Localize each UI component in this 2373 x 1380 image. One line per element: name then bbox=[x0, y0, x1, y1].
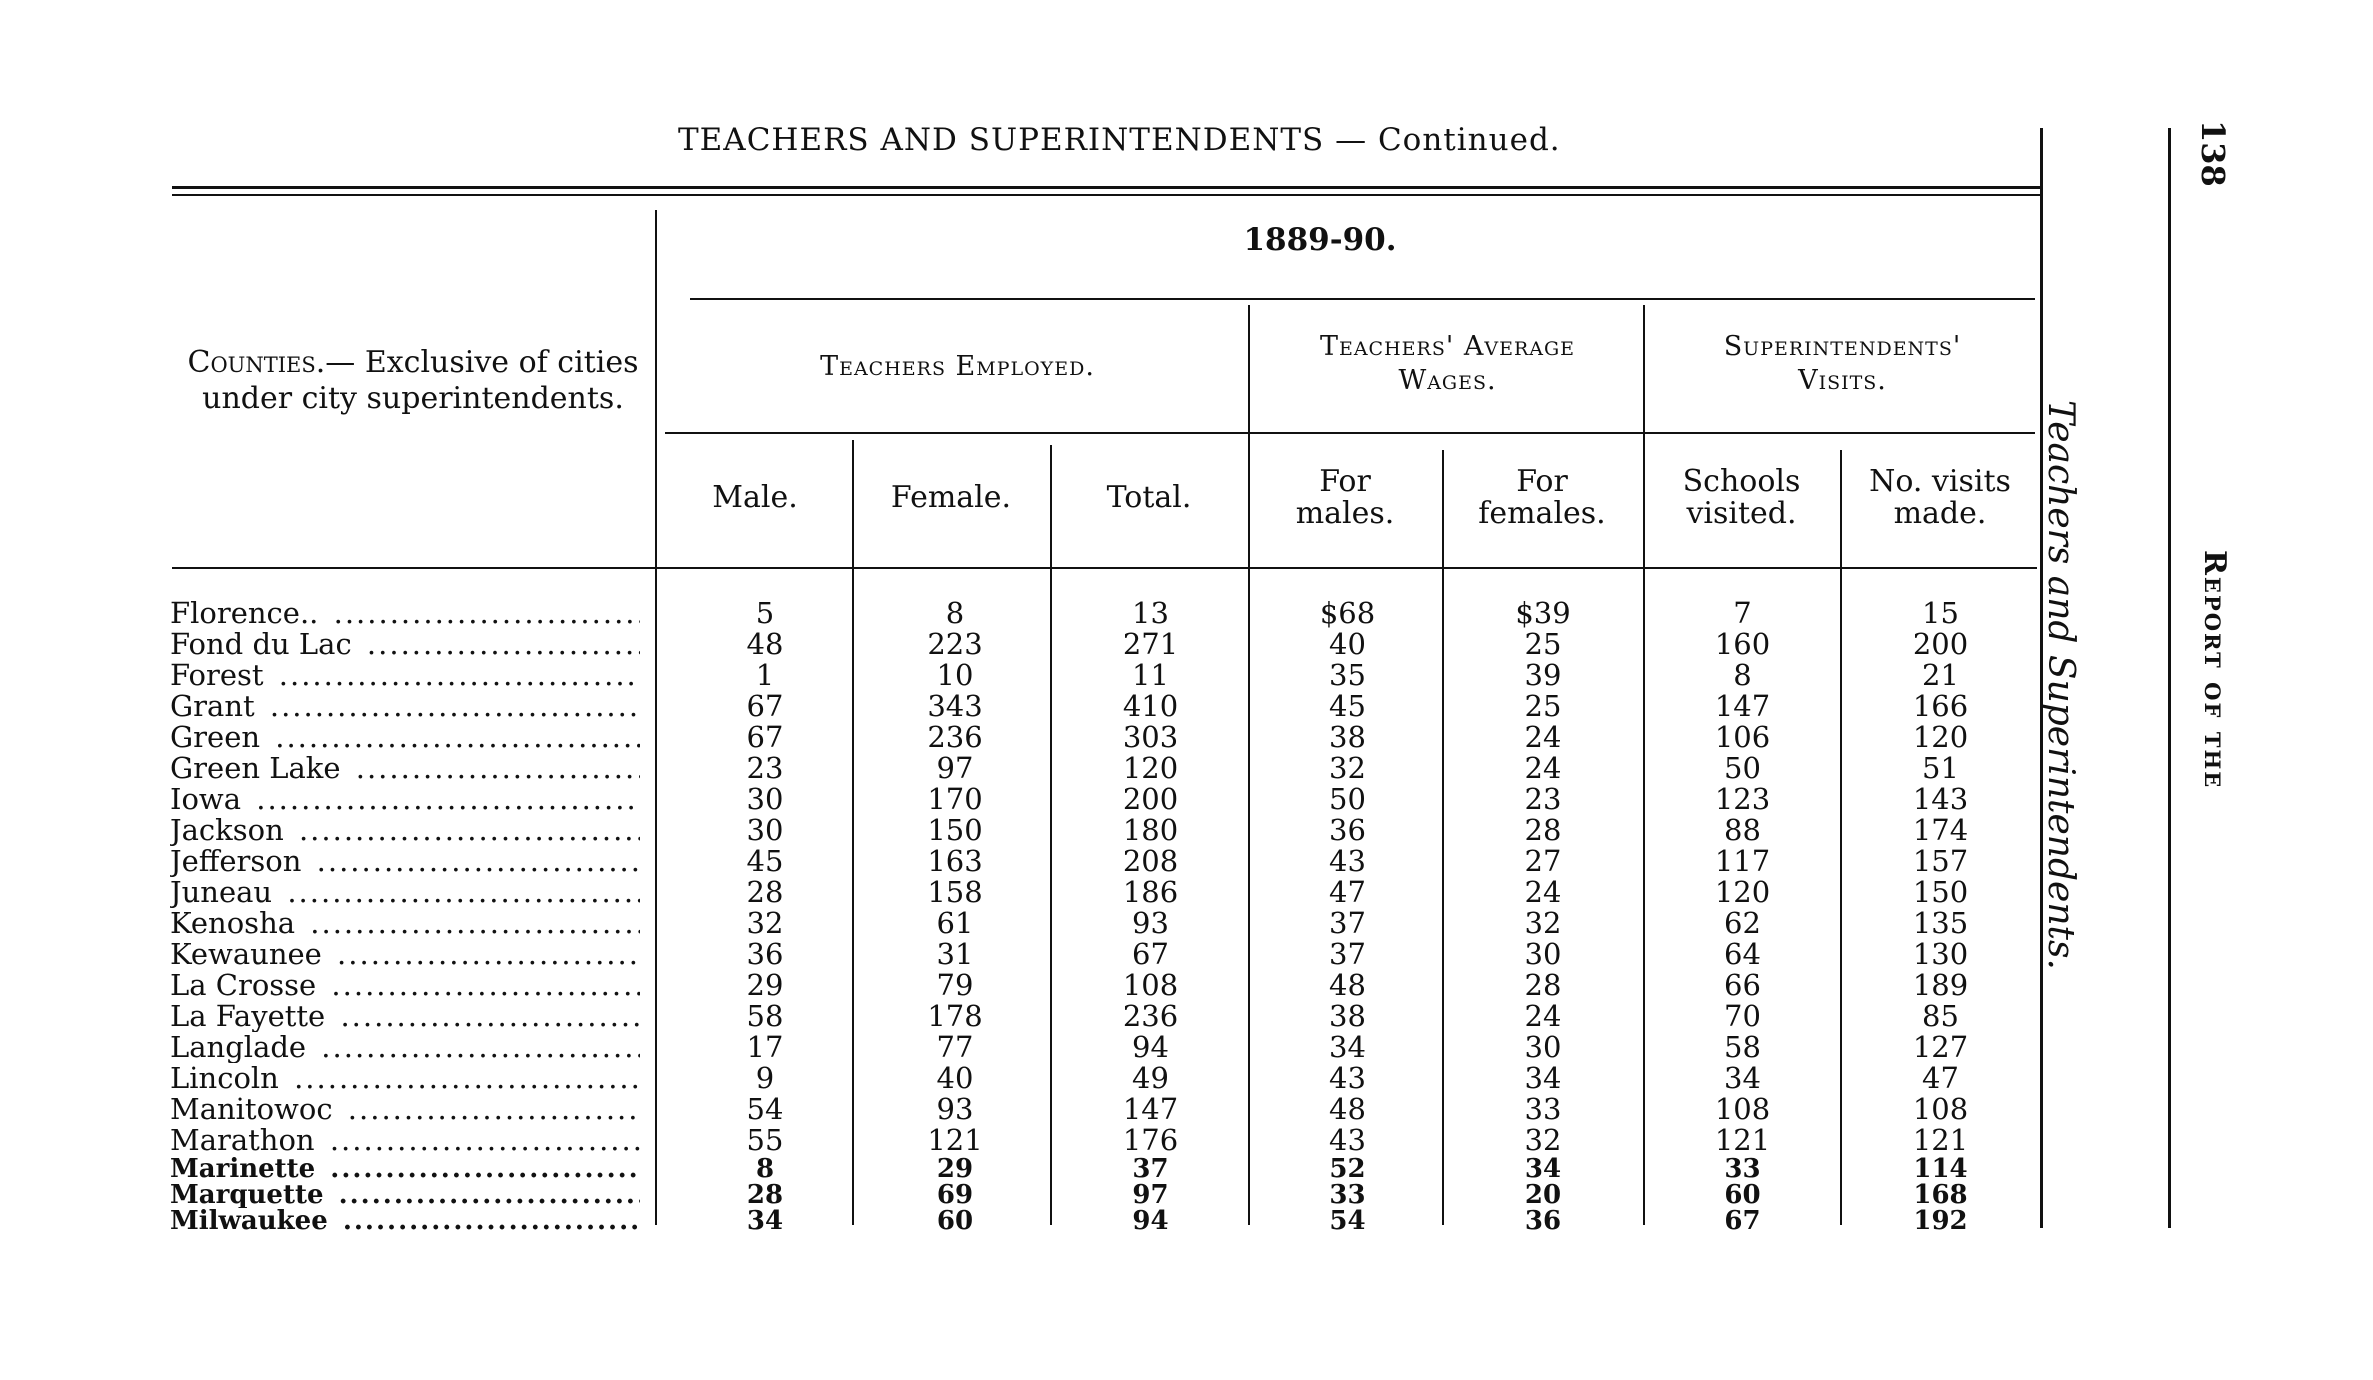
cell-wf: 24 bbox=[1524, 720, 1562, 754]
cell-schools: 160 bbox=[1714, 627, 1771, 661]
cell-wf: 32 bbox=[1524, 1123, 1562, 1157]
cell-wm: 37 bbox=[1329, 937, 1366, 971]
cell-total: 147 bbox=[1122, 1092, 1179, 1126]
wages-females-column bbox=[1448, 598, 1638, 1234]
table-row bbox=[170, 784, 640, 815]
cell-schools: 88 bbox=[1724, 813, 1761, 847]
cell-total: 236 bbox=[1122, 999, 1179, 1033]
col-head-total: Total. bbox=[1106, 480, 1192, 515]
cell-visits: 143 bbox=[1912, 782, 1969, 816]
cell-wm: 43 bbox=[1329, 1123, 1366, 1157]
cell-total: 108 bbox=[1122, 968, 1179, 1002]
counties-label: Counties. bbox=[187, 345, 326, 380]
col-head-for-females bbox=[1444, 466, 1640, 530]
cell-wm: 43 bbox=[1329, 1061, 1366, 1095]
cell-wf: 25 bbox=[1524, 689, 1562, 723]
cell-visits: 189 bbox=[1912, 968, 1969, 1002]
county-name: Marquette bbox=[170, 1182, 328, 1208]
county-name: Jefferson bbox=[170, 846, 305, 877]
col-head-visits-l1: No. visits bbox=[1869, 464, 2011, 499]
cell-male: 34 bbox=[746, 1206, 784, 1236]
county-name: Forest bbox=[170, 660, 268, 691]
cell-visits: 130 bbox=[1912, 937, 1969, 971]
side-report-title: Report of the bbox=[2197, 550, 2232, 790]
cell-schools: 106 bbox=[1714, 720, 1771, 754]
cell-male: 23 bbox=[746, 751, 784, 785]
group-average-wages-l1: Teachers' Average bbox=[1319, 331, 1576, 362]
page-number: 138 bbox=[2194, 120, 2232, 187]
cell-female: 69 bbox=[936, 1180, 974, 1210]
cell-female: 93 bbox=[936, 1092, 974, 1126]
counties-label-line2: under city superintendents. bbox=[202, 381, 624, 416]
cell-wf: 33 bbox=[1524, 1092, 1562, 1126]
county-name: La Fayette bbox=[170, 1001, 329, 1032]
cell-total: 410 bbox=[1122, 689, 1179, 723]
cell-total: 303 bbox=[1122, 720, 1179, 754]
col-sep-female bbox=[1050, 445, 1052, 1225]
col-head-schools-l2: visited. bbox=[1686, 496, 1797, 531]
cell-wf: 23 bbox=[1524, 782, 1562, 816]
cell-schools: 33 bbox=[1724, 1154, 1761, 1184]
cell-visits: 121 bbox=[1912, 1123, 1969, 1157]
cell-wm: 47 bbox=[1329, 875, 1366, 909]
cell-total: 94 bbox=[1132, 1206, 1169, 1236]
cell-female: 31 bbox=[936, 937, 974, 971]
county-name: Marinette bbox=[170, 1156, 319, 1182]
col-head-for-females-l2: females. bbox=[1478, 496, 1606, 531]
county-name: Milwaukee bbox=[170, 1208, 332, 1234]
col-sep-wages bbox=[1442, 450, 1444, 1225]
cell-male: 58 bbox=[746, 999, 784, 1033]
cell-wf: 30 bbox=[1524, 937, 1562, 971]
cell-wf: 25 bbox=[1524, 627, 1562, 661]
cell-female: 61 bbox=[936, 906, 974, 940]
cell-male: 29 bbox=[746, 968, 784, 1002]
cell-visits: 114 bbox=[1913, 1154, 1968, 1184]
cell-female: 60 bbox=[936, 1206, 974, 1236]
cell-wf: 20 bbox=[1524, 1180, 1562, 1210]
group-sep-1 bbox=[1248, 305, 1250, 1225]
group-average-wages bbox=[1250, 330, 1645, 398]
table-row bbox=[170, 1001, 640, 1032]
cell-visits: 150 bbox=[1912, 875, 1969, 909]
table-row bbox=[170, 660, 640, 691]
cell-male: 36 bbox=[746, 937, 784, 971]
table-row bbox=[170, 722, 640, 753]
total-column bbox=[1058, 598, 1243, 1234]
cell-total: 93 bbox=[1132, 906, 1169, 940]
cell-wf: 30 bbox=[1524, 1030, 1562, 1064]
cell-visits: 108 bbox=[1912, 1092, 1969, 1126]
col-sep-schools bbox=[1840, 450, 1842, 1225]
cell-schools: 60 bbox=[1724, 1180, 1761, 1210]
cell-visits: 47 bbox=[1922, 1061, 1959, 1095]
cell-wm: 54 bbox=[1329, 1206, 1366, 1236]
header-bottom-rule bbox=[172, 567, 2037, 569]
cell-female: 77 bbox=[936, 1030, 974, 1064]
cell-visits: 15 bbox=[1922, 596, 1959, 630]
col-head-for-males-l1: For bbox=[1319, 464, 1371, 499]
county-name: Florence.. bbox=[170, 598, 322, 629]
group-visits bbox=[1645, 330, 2040, 398]
group-visits-l2: Visits. bbox=[1798, 365, 1887, 396]
cell-total: 176 bbox=[1122, 1123, 1179, 1157]
county-name: Juneau bbox=[170, 877, 276, 908]
cell-visits: 21 bbox=[1922, 658, 1959, 692]
cell-male: 67 bbox=[746, 720, 784, 754]
cell-wm: 48 bbox=[1329, 968, 1366, 1002]
cell-schools: 66 bbox=[1724, 968, 1761, 1002]
side-running-title: Teachers and Superintendents. bbox=[2040, 400, 2081, 970]
cell-female: 10 bbox=[936, 658, 974, 692]
cell-female: 40 bbox=[936, 1061, 974, 1095]
outer-right-rule bbox=[2168, 128, 2171, 1228]
cell-visits: 157 bbox=[1912, 844, 1969, 878]
group-average-wages-l2: Wages. bbox=[1398, 365, 1497, 396]
county-name: Green bbox=[170, 722, 264, 753]
cell-male: 48 bbox=[746, 627, 784, 661]
cell-total: 49 bbox=[1132, 1061, 1169, 1095]
col-head-for-males-l2: males. bbox=[1295, 496, 1395, 531]
cell-total: 13 bbox=[1132, 596, 1169, 630]
cell-male: 17 bbox=[746, 1030, 784, 1064]
col-head-visits-l2: made. bbox=[1893, 496, 1987, 531]
cell-total: 120 bbox=[1122, 751, 1179, 785]
cell-wf: 28 bbox=[1524, 813, 1562, 847]
cell-female: 236 bbox=[927, 720, 983, 754]
male-column bbox=[680, 598, 850, 1234]
cell-schools: 117 bbox=[1714, 844, 1771, 878]
col-head-female: Female. bbox=[890, 480, 1012, 515]
cell-male: 54 bbox=[746, 1092, 784, 1126]
col-head-male: Male. bbox=[712, 480, 798, 515]
cell-total: 180 bbox=[1122, 813, 1179, 847]
cell-wf: 34 bbox=[1524, 1061, 1562, 1095]
county-name: Langlade bbox=[170, 1032, 310, 1063]
cell-wf: $39 bbox=[1515, 596, 1571, 630]
cell-male: 30 bbox=[746, 813, 784, 847]
group-teachers-employed: Teachers Employed. bbox=[820, 351, 1095, 382]
cell-wf: 24 bbox=[1524, 875, 1562, 909]
year-underline bbox=[690, 298, 2035, 300]
cell-male: 45 bbox=[746, 844, 784, 878]
cell-visits: 192 bbox=[1913, 1206, 1968, 1236]
cell-wm: 32 bbox=[1329, 751, 1366, 785]
cell-female: 223 bbox=[927, 627, 983, 661]
cell-wm: 34 bbox=[1329, 1030, 1366, 1064]
county-name: Jackson bbox=[170, 815, 288, 846]
cell-wf: 34 bbox=[1524, 1154, 1562, 1184]
cell-female: 150 bbox=[927, 813, 983, 847]
table-row bbox=[170, 598, 640, 629]
top-rule-2 bbox=[172, 194, 2042, 196]
county-name: La Crosse bbox=[170, 970, 320, 1001]
cell-total: 200 bbox=[1122, 782, 1179, 816]
cell-female: 178 bbox=[927, 999, 983, 1033]
year-heading: 1889-90. bbox=[1243, 222, 1397, 258]
cell-male: 28 bbox=[746, 1180, 784, 1210]
counties-label-rest: — Exclusive of cities bbox=[325, 345, 639, 380]
table-row bbox=[170, 1208, 640, 1234]
cell-schools: 34 bbox=[1724, 1061, 1761, 1095]
cell-wm: 37 bbox=[1329, 906, 1366, 940]
col-head-schools-visited bbox=[1645, 466, 1838, 530]
county-name: Kewaunee bbox=[170, 939, 326, 970]
county-name: Green Lake bbox=[170, 753, 345, 784]
cell-wm: $68 bbox=[1319, 596, 1376, 630]
cell-schools: 147 bbox=[1714, 689, 1771, 723]
cell-wm: 36 bbox=[1329, 813, 1366, 847]
cell-female: 79 bbox=[936, 968, 974, 1002]
table-row bbox=[170, 939, 640, 970]
cell-schools: 64 bbox=[1724, 937, 1761, 971]
cell-total: 186 bbox=[1122, 875, 1179, 909]
cell-schools: 7 bbox=[1733, 596, 1752, 630]
cell-wm: 33 bbox=[1329, 1180, 1366, 1210]
visits-made-column bbox=[1848, 598, 2033, 1234]
table-row bbox=[170, 1063, 640, 1094]
county-name: Lincoln bbox=[170, 1063, 283, 1094]
table-row bbox=[170, 1125, 640, 1156]
cell-wm: 43 bbox=[1329, 844, 1366, 878]
cell-schools: 8 bbox=[1733, 658, 1752, 692]
page-title: TEACHERS AND SUPERINTENDENTS — Continued. bbox=[678, 122, 1561, 158]
cell-total: 94 bbox=[1132, 1030, 1169, 1064]
group-visits-l1: Superintendents' bbox=[1723, 331, 1962, 362]
cell-female: 8 bbox=[945, 596, 965, 630]
cell-schools: 120 bbox=[1714, 875, 1771, 909]
cell-visits: 51 bbox=[1922, 751, 1959, 785]
cell-wf: 36 bbox=[1524, 1206, 1562, 1236]
col-sep-male bbox=[852, 440, 854, 1225]
schools-visited-column bbox=[1650, 598, 1835, 1234]
cell-male: 55 bbox=[746, 1123, 784, 1157]
table-row bbox=[170, 908, 640, 939]
cell-total: 11 bbox=[1132, 658, 1169, 692]
cell-schools: 70 bbox=[1724, 999, 1761, 1033]
cell-male: 67 bbox=[746, 689, 784, 723]
cell-total: 208 bbox=[1122, 844, 1179, 878]
cell-wm: 48 bbox=[1329, 1092, 1366, 1126]
cell-female: 158 bbox=[927, 875, 983, 909]
cell-visits: 174 bbox=[1912, 813, 1969, 847]
cell-visits: 166 bbox=[1912, 689, 1969, 723]
county-name: Kenosha bbox=[170, 908, 299, 939]
cell-total: 97 bbox=[1132, 1180, 1169, 1210]
cell-visits: 200 bbox=[1912, 627, 1969, 661]
cell-male: 9 bbox=[755, 1061, 775, 1095]
cell-wf: 24 bbox=[1524, 999, 1562, 1033]
cell-visits: 168 bbox=[1913, 1180, 1968, 1210]
group-underline bbox=[665, 432, 2035, 434]
county-name: Marathon bbox=[170, 1125, 319, 1156]
table-row bbox=[170, 1094, 640, 1125]
table-row bbox=[170, 815, 640, 846]
cell-wf: 28 bbox=[1524, 968, 1562, 1002]
county-name: Grant bbox=[170, 691, 259, 722]
cell-schools: 58 bbox=[1724, 1030, 1761, 1064]
cell-visits: 85 bbox=[1922, 999, 1959, 1033]
cell-total: 271 bbox=[1122, 627, 1179, 661]
cell-visits: 127 bbox=[1912, 1030, 1969, 1064]
cell-wf: 27 bbox=[1524, 844, 1562, 878]
cell-wm: 38 bbox=[1329, 999, 1366, 1033]
table-row bbox=[170, 629, 640, 660]
col-head-visits-made bbox=[1842, 466, 2038, 530]
county-name: Manitowoc bbox=[170, 1094, 337, 1125]
cell-wf: 32 bbox=[1524, 906, 1562, 940]
counties-header bbox=[170, 345, 656, 417]
cell-wm: 45 bbox=[1329, 689, 1366, 723]
cell-schools: 50 bbox=[1724, 751, 1761, 785]
county-name: Iowa bbox=[170, 784, 245, 815]
cell-female: 121 bbox=[927, 1123, 983, 1157]
table-row bbox=[170, 877, 640, 908]
cell-female: 170 bbox=[927, 782, 983, 816]
cell-schools: 123 bbox=[1714, 782, 1771, 816]
cell-male: 30 bbox=[746, 782, 784, 816]
cell-schools: 108 bbox=[1714, 1092, 1771, 1126]
table-row bbox=[170, 970, 640, 1001]
col-head-for-females-l1: For bbox=[1516, 464, 1568, 499]
cell-total: 67 bbox=[1132, 937, 1169, 971]
table-row bbox=[170, 691, 640, 722]
cell-wm: 40 bbox=[1329, 627, 1366, 661]
col-head-schools-l1: Schools bbox=[1682, 464, 1801, 499]
cell-male: 28 bbox=[746, 875, 784, 909]
cell-schools: 67 bbox=[1724, 1206, 1761, 1236]
top-rule-1 bbox=[172, 186, 2042, 189]
table-row bbox=[170, 753, 640, 784]
cell-wm: 52 bbox=[1329, 1154, 1366, 1184]
table-row bbox=[170, 846, 640, 877]
county-column bbox=[170, 598, 640, 1234]
cell-male: 1 bbox=[755, 658, 775, 692]
table-row bbox=[170, 1182, 640, 1208]
cell-wm: 35 bbox=[1329, 658, 1366, 692]
cell-wf: 24 bbox=[1524, 751, 1562, 785]
group-sep-2 bbox=[1643, 305, 1645, 1225]
cell-schools: 121 bbox=[1714, 1123, 1771, 1157]
cell-male: 8 bbox=[755, 1154, 775, 1184]
cell-total: 37 bbox=[1132, 1154, 1169, 1184]
female-column bbox=[860, 598, 1050, 1234]
cell-female: 343 bbox=[927, 689, 983, 723]
cell-female: 97 bbox=[936, 751, 974, 785]
cell-visits: 135 bbox=[1912, 906, 1969, 940]
cell-wf: 39 bbox=[1524, 658, 1562, 692]
cell-visits: 120 bbox=[1912, 720, 1969, 754]
col-head-for-males bbox=[1250, 466, 1440, 530]
cell-wm: 50 bbox=[1329, 782, 1366, 816]
wages-males-column bbox=[1255, 598, 1440, 1234]
cell-female: 163 bbox=[927, 844, 983, 878]
cell-wm: 38 bbox=[1329, 720, 1366, 754]
table-row bbox=[170, 1032, 640, 1063]
cell-schools: 62 bbox=[1724, 906, 1761, 940]
cell-male: 32 bbox=[746, 906, 784, 940]
cell-female: 29 bbox=[936, 1154, 974, 1184]
county-name: Fond du Lac bbox=[170, 629, 356, 660]
cell-male: 5 bbox=[755, 596, 775, 630]
table-row bbox=[170, 1156, 640, 1182]
